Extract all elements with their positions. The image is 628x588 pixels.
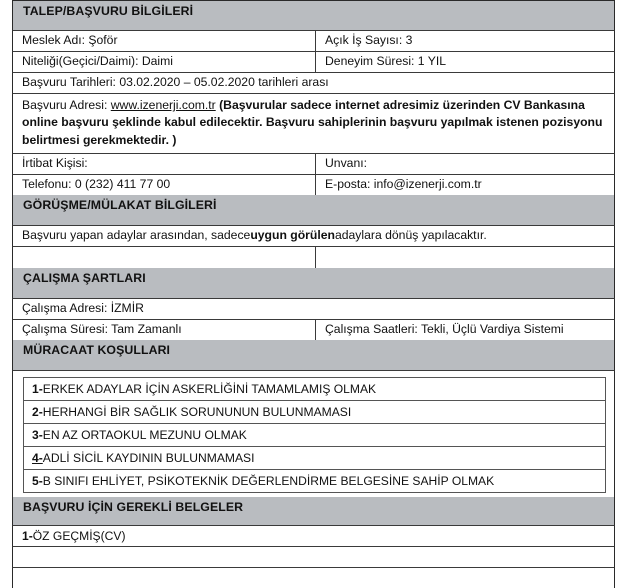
section-header-muracaat-kosullari (12, 340, 615, 370)
list-item-label: ADLİ SİCİL KAYDININ BULUNMAMASI (42, 450, 255, 465)
table-row-empty (12, 546, 615, 567)
basvuru-adresi-note: (Başvurular sadece internet adresimiz üzerinden CV Bankasına online başvuru şeklinde kabul edilecektir. Başvuru sahiplerinin başvuru yapılmak istenen pozisyonu belirtmesi gerekmektedir. ) (22, 98, 603, 147)
table-row (12, 51, 615, 72)
table-row-empty (12, 246, 615, 268)
empty-cell-left (13, 247, 316, 268)
list-item (24, 470, 605, 493)
table-row (12, 153, 615, 174)
basvuru-adresi-label: Başvuru Adresi: (22, 98, 108, 112)
list-item-number: 5- (32, 473, 43, 488)
list-item-label: HERHANGİ BİR SAĞLIK SORUNUNUN BULUNMAMASI (42, 404, 352, 419)
table-row-basvuru-adresi (12, 93, 615, 153)
mulakat-note-emphasis: uygun görülen (250, 228, 335, 243)
list-item (24, 401, 605, 424)
form-table (12, 0, 615, 588)
list-item-number: 1- (22, 528, 33, 543)
table-row (12, 72, 615, 93)
section-title: TALEP/BAŞVURU BİLGİLERİ (23, 4, 194, 18)
table-row-belge (12, 525, 615, 546)
list-item-label: ÖZ GEÇMİŞ(CV) (32, 528, 126, 543)
field-eposta: E-posta: info@izenerji.com.tr (325, 177, 482, 192)
list-item (24, 424, 605, 447)
field-basvuru-adresi (13, 94, 614, 153)
field-meslek-adi: Meslek Adı: Şoför (13, 31, 316, 51)
field-acik-is-sayisi: Açık İş Sayısı: 3 (325, 33, 413, 48)
list-item-number: 1- (32, 381, 43, 396)
field-unvani: Unvanı: (325, 156, 368, 171)
table-row (12, 174, 615, 195)
list-item-number: 2- (32, 404, 43, 419)
table-row (12, 298, 615, 319)
section-header-calisma-sartlari (12, 268, 615, 298)
table-row-empty (12, 567, 615, 588)
field-calisma-suresi: Çalışma Süresi: Tam Zamanlı (13, 320, 316, 340)
table-row (12, 319, 615, 340)
field-mulakat-note (13, 226, 614, 246)
muracaat-kosullari-block (12, 370, 615, 497)
list-item-label: EN AZ ORTAOKUL MEZUNU OLMAK (42, 427, 247, 442)
mulakat-note-pre: Başvuru yapan adaylar arasından, sadece (22, 228, 251, 243)
list-item-number: 4- (32, 450, 43, 465)
empty-cell-right (316, 247, 614, 268)
section-title: BAŞVURU İÇİN GEREKLİ BELGELER (23, 499, 244, 514)
field-calisma-saatleri: Çalışma Saatleri: Tekli, Üçlü Vardiya Sistemi (325, 322, 564, 337)
field-calisma-adresi: Çalışma Adresi: İZMİR (22, 301, 144, 316)
field-deneyim-suresi: Deneyim Süresi: 1 YIL (325, 54, 447, 69)
list-item (24, 378, 605, 401)
field-irtibat-kisisi: İrtibat Kişisi: (13, 154, 316, 174)
field-basvuru-tarihleri: Başvuru Tarihleri: 03.02.2020 – 05.02.2020 tarihleri arası (22, 75, 329, 90)
section-title: ÇALIŞMA ŞARTLARI (23, 270, 146, 285)
section-header-gorusme-mulakat (12, 195, 615, 225)
section-title: MÜRACAAT KOŞULLARI (23, 342, 171, 357)
field-telefonu: Telefonu: 0 (232) 411 77 00 (13, 175, 316, 195)
list-item-number: 3- (32, 427, 43, 442)
section-header-gerekli-belgeler (12, 497, 615, 525)
mulakat-note-post: adaylara dönüş yapılacaktır. (334, 228, 487, 243)
list-item-label: ERKEK ADAYLAR İÇİN ASKERLİĞİNİ TAMAMLAMIŞ OLMAK (42, 381, 377, 396)
table-row (12, 30, 615, 51)
muracaat-kosullari-list (23, 377, 606, 493)
section-header-talep-basvuru (12, 0, 615, 30)
field-niteligi: Niteliği(Geçici/Daimi): Daimi (13, 52, 316, 72)
basvuru-adresi-url[interactable]: www.izenerji.com.tr (110, 98, 216, 112)
table-row-mulakat-note (12, 225, 615, 246)
section-title: GÖRÜŞME/MÜLAKAT BİLGİLERİ (23, 197, 217, 212)
list-item-label: B SINIFI EHLİYET, PSİKOTEKNİK DEĞERLENDİRME BELGESİNE SAHİP OLMAK (42, 473, 495, 488)
list-item (24, 447, 605, 470)
